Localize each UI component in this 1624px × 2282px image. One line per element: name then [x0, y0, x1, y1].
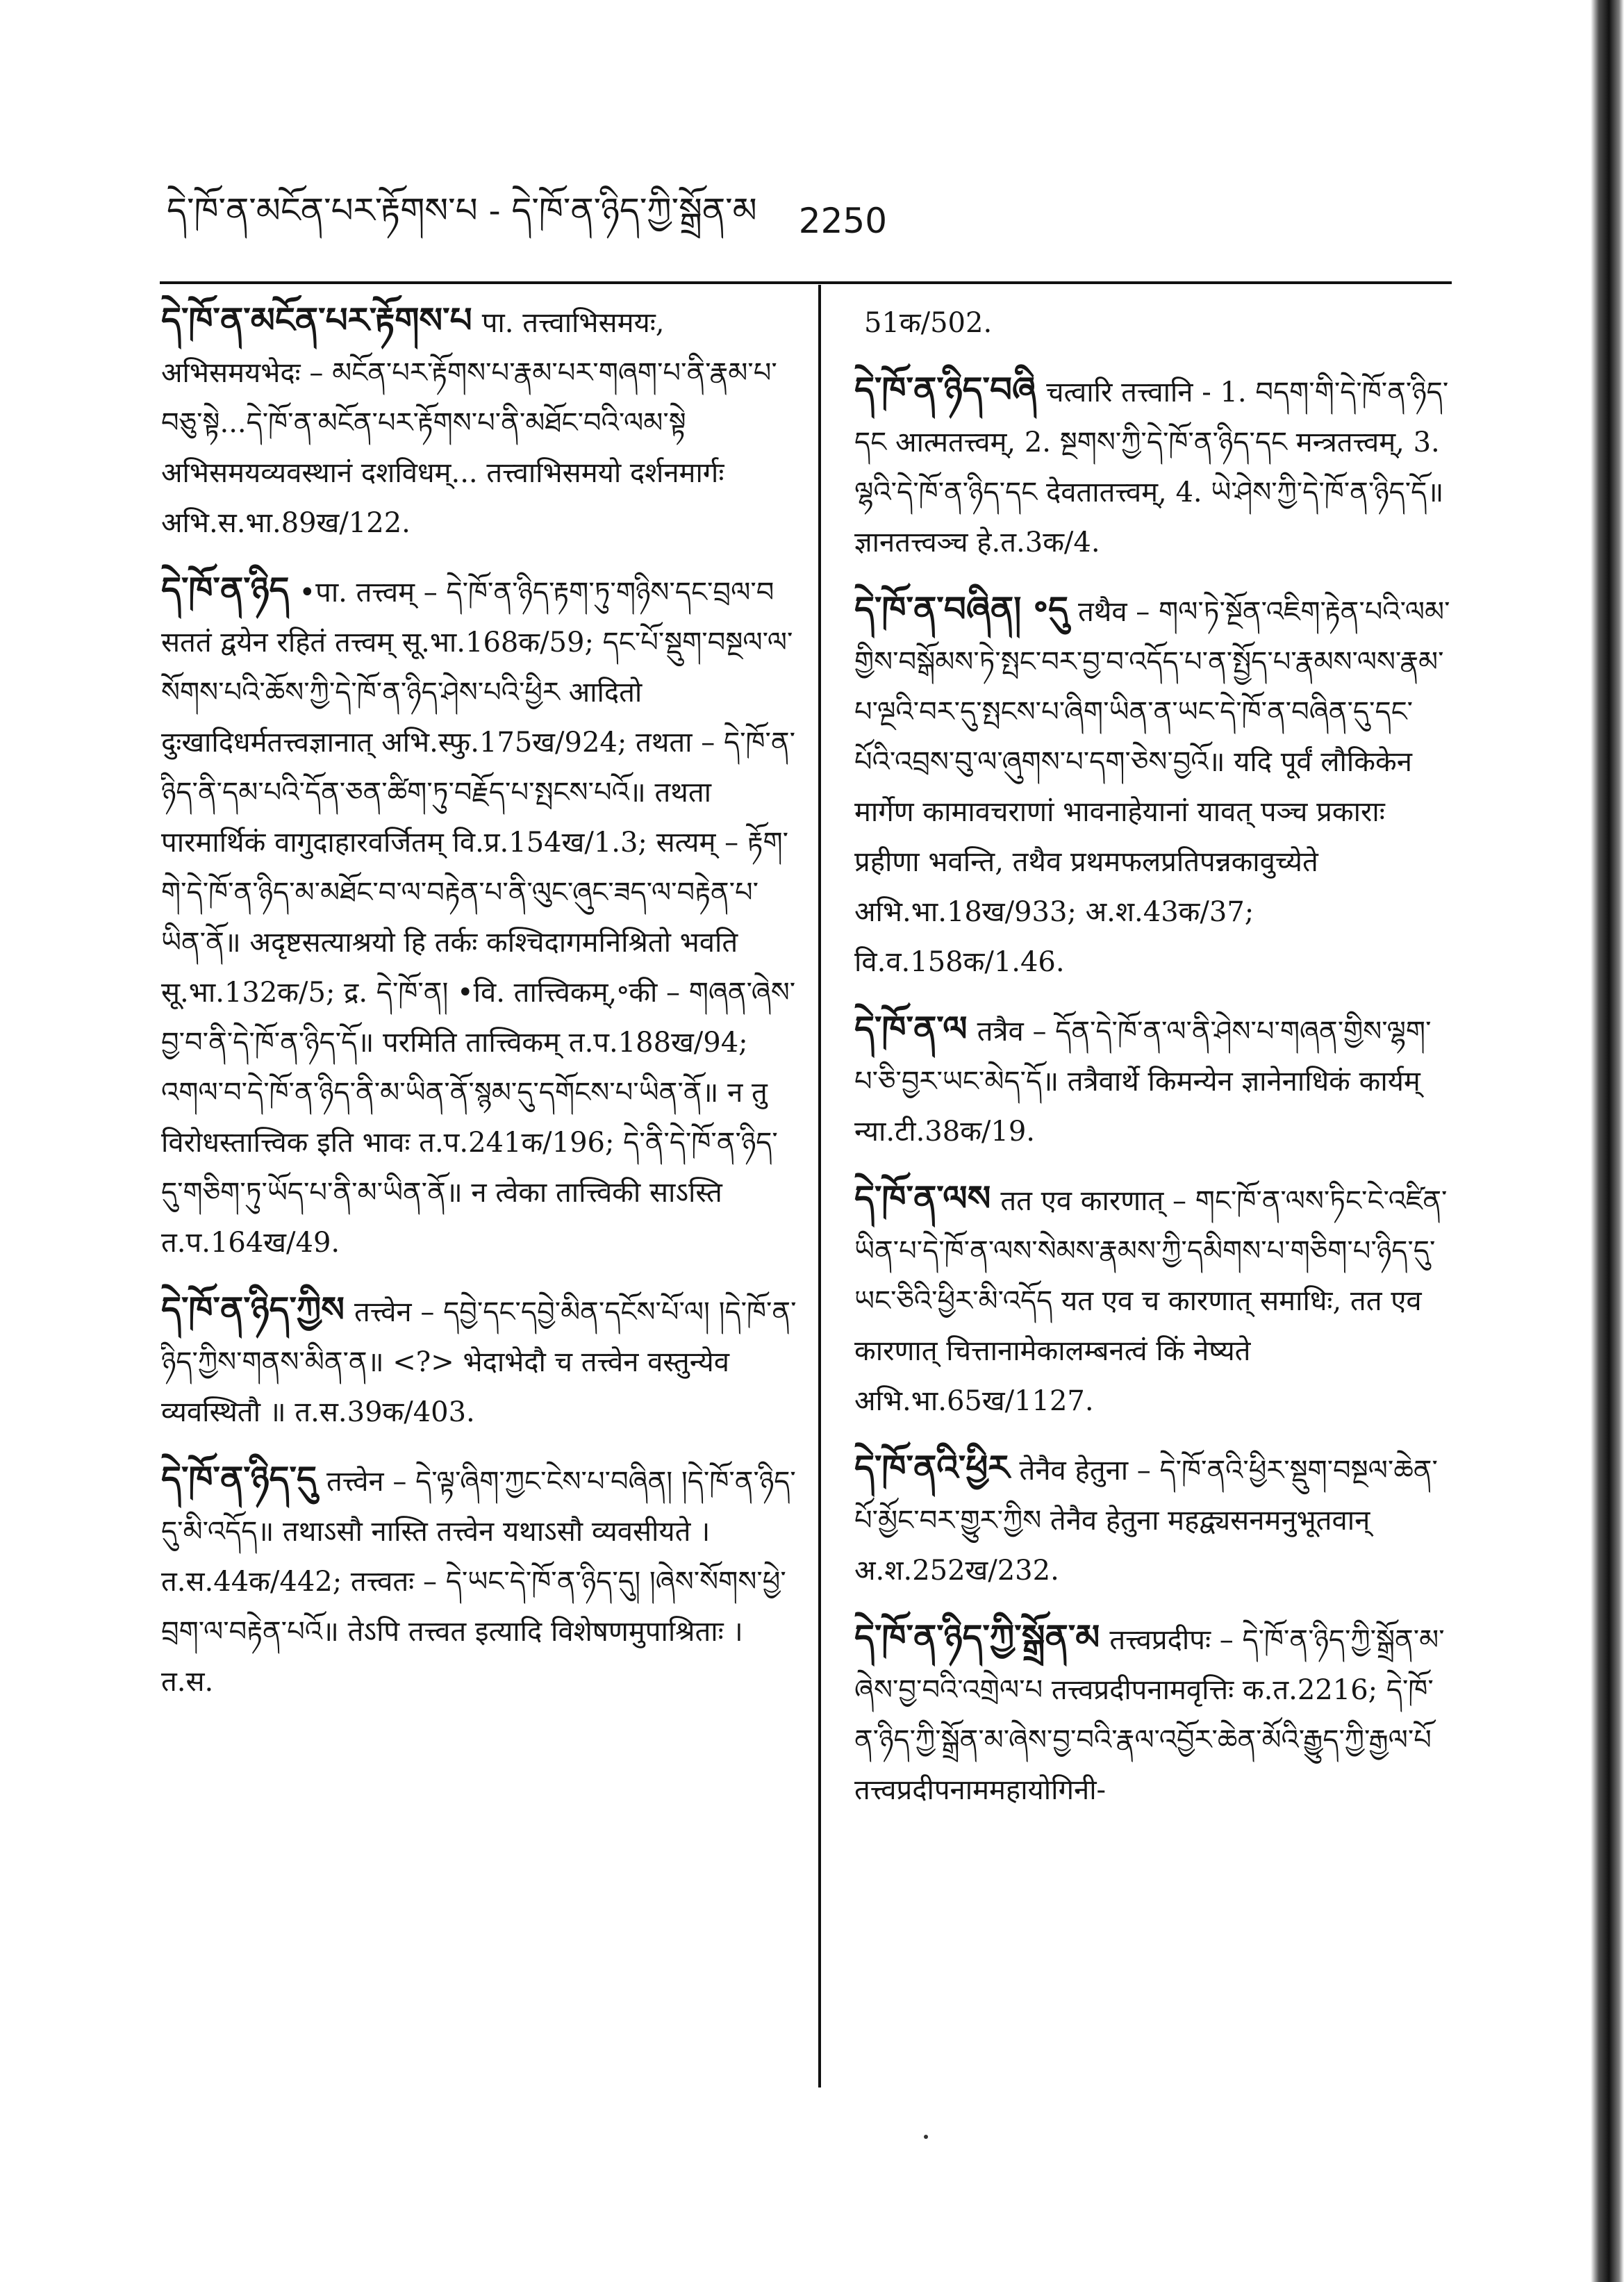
page-number: 2250	[798, 200, 888, 241]
entry-text: तत्त्वेन – དེ་ལྟ་ཞིག་ཀྱང་ངེས་པ་བཞིན། །དེ་ཁོ་ན་ཉིད་དུ་མི་འདོད॥ तथाऽसौ नास्ति तत्त्वेन यथाऽसौ व्यवसीयते । त.स.44क/442; तत्त्वतः – དེ་ཡང་དེ་ཁོ་ན་ཉིད་དུ། །ཞེས་སོགས་ཕྱེ་བྲག་ལ་བརྟེན་པའོ॥ तेऽपि तत्त्वत इत्यादि विशेषणमुपाश्रिताः । त.स.	[161, 1466, 796, 1698]
entry-headword: དེ་ཁོ་ན་ཉིད་བཞི	[854, 369, 1037, 410]
dictionary-entry	[161, 1454, 799, 1707]
header-rule	[160, 281, 1452, 284]
entry-headword: དེ་ཁོ་ན་ཉིད	[161, 569, 290, 610]
scan-speck	[924, 2135, 928, 2139]
entry-headword: དེ་ཁོ་ན་ལ	[854, 1008, 968, 1049]
entry-text: चत्वारि तत्त्वानि - 1. བདག་གི་དེ་ཁོ་ན་ཉིད་དང आत्मतत्त्वम्, 2. སྔགས་ཀྱི་དེ་ཁོ་ན་ཉིད་དང मन्त्रतत्त्वम्, 3. ལྷའི་དེ་ཁོ་ན་ཉིད་དང देवतातत्त्वम्, 4. ཡེ་ཤེས་ཀྱི་དེ་ཁོ་ན་ཉིད་དོ॥ ज्ञानतत्त्वञ्च हे.त.3क/4.	[854, 377, 1449, 559]
entry-text: तत्रैव – དོན་དེ་ཁོ་ན་ལ་ནི་ཤེས་པ་གཞན་གྱིས་ལྷག་པ་ཅི་བྱར་ཡང་མེད་དོ॥ तत्रैवार्थे किमन्येन ज्ञानेनाधिकं कार्यम् न्या.टी.38क/19.	[854, 1016, 1432, 1148]
entry-headword: དེ་ཁོ་ནའི་ཕྱིར	[854, 1447, 1010, 1488]
dictionary-entry	[161, 295, 799, 548]
dictionary-entry	[854, 1173, 1453, 1426]
entry-text: तत्त्वेन – དབྱེ་དང་དབྱེ་མིན་དངོས་པོ་ལ། །དེ་ཁོ་ན་ཉིད་ཀྱིས་གནས་མིན་ན॥ <?> भेदाभेदौ च तत्त्वेन वस्तुन्येव व्यवस्थितौ ॥ त.स.39क/403.	[161, 1296, 797, 1428]
dictionary-entry	[161, 1284, 799, 1437]
header-title: དེ་ཁོ་ན་མངོན་པར་རྟོགས་པ - དེ་ཁོ་ན་ཉིད་ཀྱི་སྒྲོན་མ	[167, 190, 757, 231]
entry-text: तत्त्वप्रदीपः – དེ་ཁོ་ན་ཉིད་ཀྱི་སྒྲོན་མ་ཞེས་བྱ་བའི་འགྲེལ་པ तत्त्वप्रदीपनामवृत्तिः क.त.2216; དེ་ཁོ་ན་ཉིད་ཀྱི་སྒྲོན་མ་ཞེས་བྱ་བའི་རྣལ་འབྱོར་ཆེན་མོའི་རྒྱུད་ཀྱི་རྒྱལ་པོ तत्त्वप्रदीपनाममहायोगिनी-	[854, 1624, 1445, 1806]
scan-page-edge	[1591, 0, 1624, 2282]
entry-text: •पा. तत्त्वम् – དེ་ཁོ་ན་ཉིད་རྟག་ཏུ་གཉིས་དང་བྲལ་བ सततं द्वयेन रहितं तत्त्वम् सू.भा.168क/59; དང་པོ་སྡུག་བསྔལ་ལ་སོགས་པའི་ཆོས་ཀྱི་དེ་ཁོ་ན་ཉིད་ཤེས་པའི་ཕྱིར आदितो दुःखादिधर्मतत्त्वज्ञानात् अभि.स्फु.175ख/924; तथता – དེ་ཁོ་ན་ཉིད་ནི་དམ་པའི་དོན་ཅན་ཚིག་ཏུ་བརྗོད་པ་སྤངས་པའོ॥ तथता पारमार्थिकं वागुदाहारवर्जितम् वि.प्र.154ख/1.3; सत्यम् – རྟོག་གེ་དེ་ཁོ་ན་ཉིད་མ་མཐོང་བ་ལ་བརྟེན་པ་ནི་ལུང་ཞུང་ཟད་ལ་བརྟེན་པ་ཡིན་ནོ॥ अदृष्टसत्याश्रयो हि तर्कः कश्चिदागमनिश्रितो भवति सू.भा.132क/5; द्र. དེ་ཁོ་ན། •वि. तात्त्विकम्,॰की – གཞན་ཞེས་བྱ་བ་ནི་དེ་ཁོ་ན་ཉིད་དོ॥ परमिति तात्त्विकम् त.प.188ख/94; འགལ་བ་དེ་ཁོ་ན་ཉིད་ནི་མ་ཡིན་ནོ་སྙམ་དུ་དགོངས་པ་ཡིན་ནོ॥ न तु विरोधस्तात्त्विक इति भावः त.प.241क/196; དེ་ནི་དེ་ཁོ་ན་ཉིད་དུ་གཅིག་ཏུ་ཡོད་པ་ནི་མ་ཡིན་ནོ॥ न त्वेका तात्त्विकी साऽस्ति त.प.164ख/49.	[161, 577, 796, 1259]
entry-headword: དེ་ཁོ་ན་མངོན་པར་རྟོགས་པ	[161, 299, 472, 340]
dictionary-entry	[854, 1612, 1453, 1815]
entry-headword: དེ་ཁོ་ན་ཉིད་ཀྱི་སྒྲོན་མ	[854, 1617, 1100, 1657]
dictionary-entry	[854, 1443, 1453, 1596]
left-column	[161, 295, 799, 2087]
dictionary-entry-continuation	[854, 295, 1453, 348]
entry-text: 51क/502.	[864, 307, 993, 339]
dictionary-entry	[854, 1004, 1453, 1157]
entry-text: तत एव कारणात् – གང་ཁོ་ན་ལས་ཏིང་ངེ་འཛིན་ཡིན་པ་དེ་ཁོ་ན་ལས་སེམས་རྣམས་ཀྱི་དམིགས་པ་གཅིག་པ་ཉིད་དུ་ཡང་ཅིའི་ཕྱིར་མི་འདོད यत एव च कारणात् समाधिः, तत एव कारणात् चित्तानामेकालम्बनत्वं किं नेष्यते अभि.भा.65ख/1127.	[854, 1185, 1448, 1417]
dictionary-entry	[854, 584, 1453, 987]
entry-text: पा. तत्त्वाभिसमयः, अभिसमयभेदः – མངོན་པར་རྟོགས་པ་རྣམ་པར་གཞག་པ་ནི་རྣམ་པ་བཅུ་སྟེ...དེ་ཁོ་ན་མངོན་པར་རྟོགས་པ་ནི་མཐོང་བའི་ལམ་སྟེ अभिसमयव्यवस्थानं दशविधम्... तत्त्वाभिसमयो दर्शनमार्गः अभि.स.भा.89ख/122.	[161, 307, 777, 539]
dictionary-entry	[854, 365, 1453, 568]
entry-headword: དེ་ཁོ་ན་བཞིན། ॰དུ	[854, 588, 1068, 629]
column-divider	[818, 285, 821, 2087]
entry-headword: དེ་ཁོ་ན་ཉིད་དུ	[161, 1458, 317, 1499]
dictionary-entry	[161, 565, 799, 1268]
running-header	[167, 188, 1459, 254]
right-column	[854, 295, 1453, 2087]
entry-headword: དེ་ཁོ་ན་ཉིད་ཀྱིས	[161, 1289, 345, 1330]
entry-text: तथैव – གལ་ཏེ་སྔོན་འཇིག་རྟེན་པའི་ལམ་གྱིས་བསྒོམས་ཏེ་སྤང་བར་བྱ་བ་འདོད་པ་ན་སྤྱོད་པ་རྣམས་ལས་རྣམ་པ་ལྔའི་བར་དུ་སྤངས་པ་ཞིག་ཡིན་ན་ཡང་དེ་ཁོ་ན་བཞིན་དུ་དང་པོའི་འབྲས་བུ་ལ་ཞུགས་པ་དག་ཅེས་བྱའོ॥ यदि पूर्वं लौकिकेन मार्गेण कामावचराणां भावनाहेयानां यावत् पञ्च प्रकाराः प्रहीणा भवन्ति, तथैव प्रथमफलप्रतिपन्नकावुच्येते अभि.भा.18ख/933; अ.श.43क/37; वि.व.158क/1.46.	[854, 596, 1450, 978]
entry-headword: དེ་ཁོ་ན་ལས	[854, 1177, 991, 1218]
entry-text: तेनैव हेतुना – དེ་ཁོ་ནའི་ཕྱིར་སྡུག་བསྔལ་ཆེན་པོ་མྱོང་བར་གྱུར་ཀྱིས तेनैव हेतुना महद्व्यसनमनुभूतवान् अ.श.252ख/232.	[854, 1455, 1438, 1587]
